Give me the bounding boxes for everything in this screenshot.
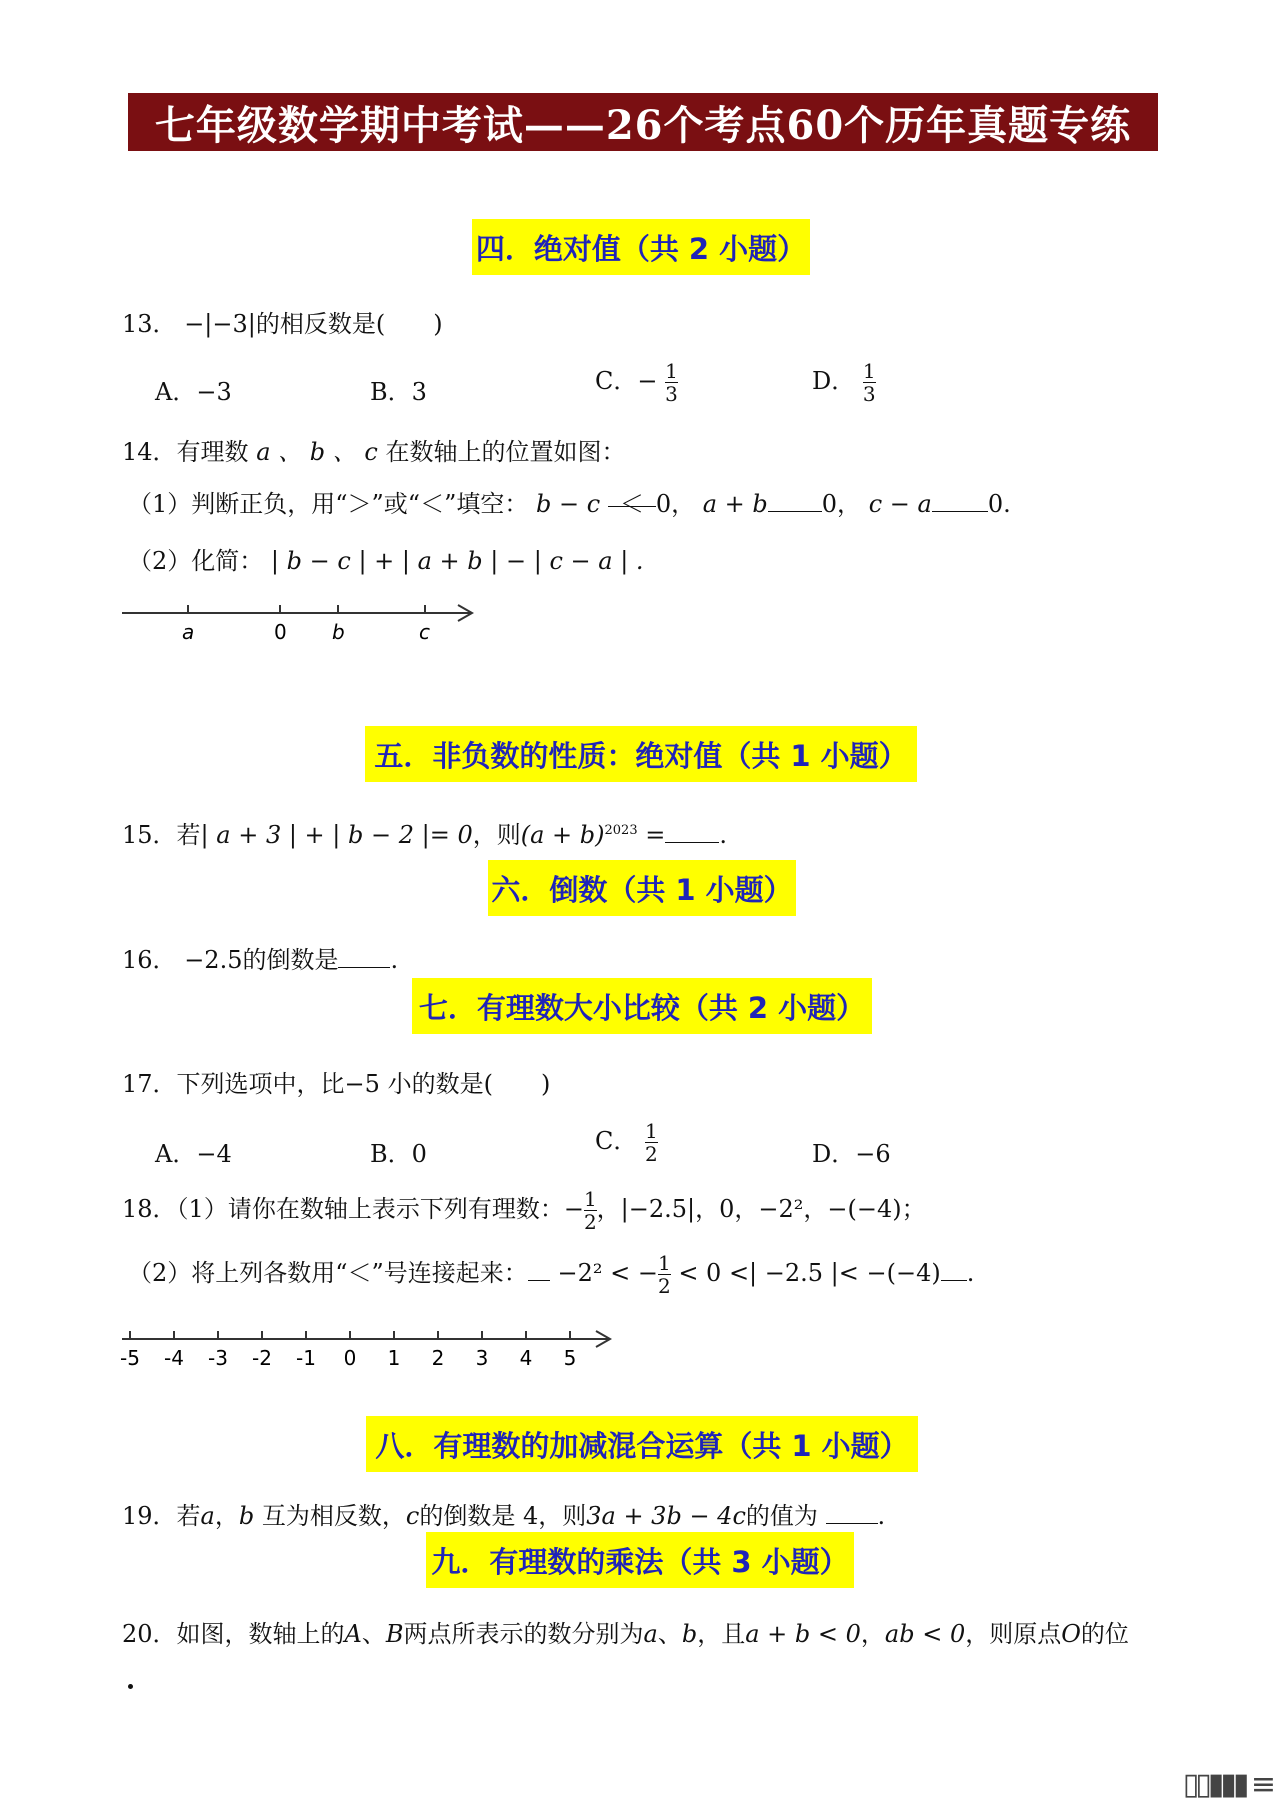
axis-tick-label: -1 [296,1346,316,1370]
math-expression: −5 [344,1070,380,1098]
question-19 [122,1496,885,1531]
axis-tick-label: 0 [343,1346,357,1370]
question-20 [122,1614,1129,1649]
axis-tick-label: 4 [519,1346,533,1370]
answer-blank-start[interactable] [528,1258,550,1281]
exponent: 2023 [604,823,638,838]
axis-tick-label: 2 [431,1346,445,1370]
math-var: a [643,1620,658,1648]
fraction: $\frac{1}{3}$ [665,359,678,406]
answer-blank[interactable] [768,489,822,512]
question-stem: 的相反数是( ) [255,310,443,338]
text: 0. [987,490,1011,518]
text: 的倒数是 4，则 [419,1502,587,1530]
number-line-abc [120,595,480,645]
question-16 [122,940,398,975]
text: 两点所表示的数分别为 [403,1620,644,1648]
answer-blank[interactable] [826,1501,878,1524]
text: 若 [176,1502,201,1530]
text: . [719,821,727,849]
math-expression: (a + b) [520,821,605,849]
axis-tick-label: -4 [164,1346,184,1370]
section-heading-reciprocal: 六．倒数（共 1 小题） [488,860,796,916]
fraction: $\frac{1}{2}$ [645,1119,658,1166]
question-number: 13． [122,310,177,338]
text: 如图，数轴上的 [176,1620,345,1648]
option-c[interactable] [595,360,678,405]
question-13 [122,304,443,339]
axis-tick-label: 5 [563,1346,577,1370]
section-heading-absolute-value: 四．绝对值（共 2 小题） [472,219,810,275]
math-expression: a + b < 0 [745,1620,861,1648]
answer-blank-end[interactable] [941,1258,967,1281]
fraction: $\frac{1}{2}$ [583,1187,597,1234]
answer-blank[interactable] [932,489,988,512]
page-view-icon[interactable]: ▯▯ [1182,1767,1208,1802]
option-c[interactable] [595,1120,658,1165]
option-label: C． [595,367,638,395]
math-expression: ，|−2.5|，0，−2²，−(−4)； [596,1195,926,1223]
math-expression: ab < 0 [884,1620,966,1648]
fraction: $\frac{1}{2}$ [657,1251,671,1298]
math-var: O [1061,1620,1081,1648]
text: ， [214,1502,239,1530]
question-number: 18． [122,1195,177,1223]
axis-tick-label: -2 [252,1346,272,1370]
math-expression: −2² < − [557,1259,658,1287]
axis-tick-label: 3 [475,1346,489,1370]
question-17 [122,1064,550,1099]
part-text: （2）化简： [128,547,264,575]
math-vars: a 、 b 、 c [256,438,378,466]
question-stem: 有理数 [176,438,249,466]
number-line-integers [120,1325,620,1381]
text: 、 [361,1620,386,1648]
answer-blank[interactable] [665,820,719,843]
question-18-part-1 [122,1188,926,1233]
axis-tick-label: 1 [387,1346,401,1370]
math-var: c [405,1502,420,1530]
more-icon[interactable]: ▮▮▮ ≡ [1207,1767,1272,1802]
part-text: （2）将上列各数用“＜”号连接起来： [128,1259,528,1287]
option-b[interactable]: B．3 [370,378,427,406]
section-heading-compare: 七．有理数大小比较（共 2 小题） [412,978,872,1034]
math-expression: < 0 <| −2.5 |< −(−4) [678,1259,941,1287]
answer-blank[interactable] [338,945,390,968]
minus-sign: − [563,1195,584,1223]
axis-tick-label: -5 [120,1346,140,1370]
text: 0， [655,490,696,518]
fraction: $\frac{1}{3}$ [862,359,876,406]
part-text: （1）请你在数轴上表示下列有理数： [176,1195,564,1223]
axis-label-c: c [419,620,430,644]
section-heading-nonnegative: 五．非负数的性质：绝对值（共 1 小题） [365,726,917,782]
question-stem-end: 在数轴上的位置如图： [385,438,626,466]
question-14 [122,432,625,467]
math-expression: 3a + 3b − 4c [586,1502,746,1530]
math-var: b [238,1502,255,1530]
page-title-banner: 七年级数学期中考试——26个考点60个历年真题专练 [128,93,1158,151]
text: 的倒数是 [242,946,339,974]
question-number: 14． [122,438,177,466]
text: ， [860,1620,885,1648]
stray-dot [128,1684,133,1689]
part-text: （1）判断正负，用“＞”或“＜”填空： [128,490,529,518]
question-number: 17． [122,1070,177,1098]
question-14-part-2 [128,541,644,576]
math-expression: −|−3| [184,310,256,338]
math-var: B [385,1620,404,1648]
text: 小的数是( ) [387,1070,551,1098]
option-label: D． [812,367,856,395]
option-a[interactable]: A．−3 [155,378,232,406]
option-d[interactable]: D．−6 [812,1140,891,1168]
text: 若 [176,821,201,849]
axis-tick-label: -3 [208,1346,228,1370]
text: 的位 [1080,1620,1129,1648]
math-var: A [344,1620,362,1648]
option-a[interactable]: A．−4 [155,1140,232,1168]
question-18-part-2 [128,1252,974,1297]
option-label: C． [595,1127,638,1155]
question-15 [122,815,727,850]
section-heading-add-subtract: 八．有理数的加减混合运算（共 1 小题） [366,1416,918,1472]
question-number: 20． [122,1620,177,1648]
axis-label-a: a [182,620,195,644]
math-var: a [200,1502,215,1530]
text: 0， [821,490,862,518]
question-number: 19． [122,1502,177,1530]
math-expression: b − c [536,490,601,518]
question-number: 16． [122,946,177,974]
viewer-controls[interactable] [1183,1767,1272,1802]
text: . [966,1259,975,1287]
math-expression: a + b [702,490,768,518]
text: 下列选项中，比 [176,1070,345,1098]
text: 、 [657,1620,682,1648]
question-number: 15． [122,821,177,849]
math-expression: c − a [868,490,932,518]
section-heading-multiplication: 九．有理数的乘法（共 3 小题） [426,1532,854,1588]
axis-label-b: b [332,620,345,644]
option-b[interactable]: B．0 [370,1140,427,1168]
text: = [645,821,666,849]
math-var: b [681,1620,698,1648]
answer-blank[interactable] [608,484,656,518]
text: ，则原点 [965,1620,1062,1648]
question-14-part-1 [128,484,1011,519]
axis-label-zero: 0 [274,620,287,644]
math-expression: | b − c | + | a + b | − | c − a | . [270,547,644,575]
text: 的值为 [745,1502,818,1530]
text: 互为相反数， [261,1502,406,1530]
text: ，且 [697,1620,746,1648]
answer-text: ＜ [619,490,644,518]
option-d[interactable] [812,360,876,405]
text: ，则 [472,821,521,849]
math-expression: −2.5 [184,946,243,974]
math-expression: | a + 3 | + | b − 2 |= 0 [200,821,473,849]
text: . [877,1502,886,1530]
minus-sign: − [637,367,658,395]
text: . [390,946,399,974]
